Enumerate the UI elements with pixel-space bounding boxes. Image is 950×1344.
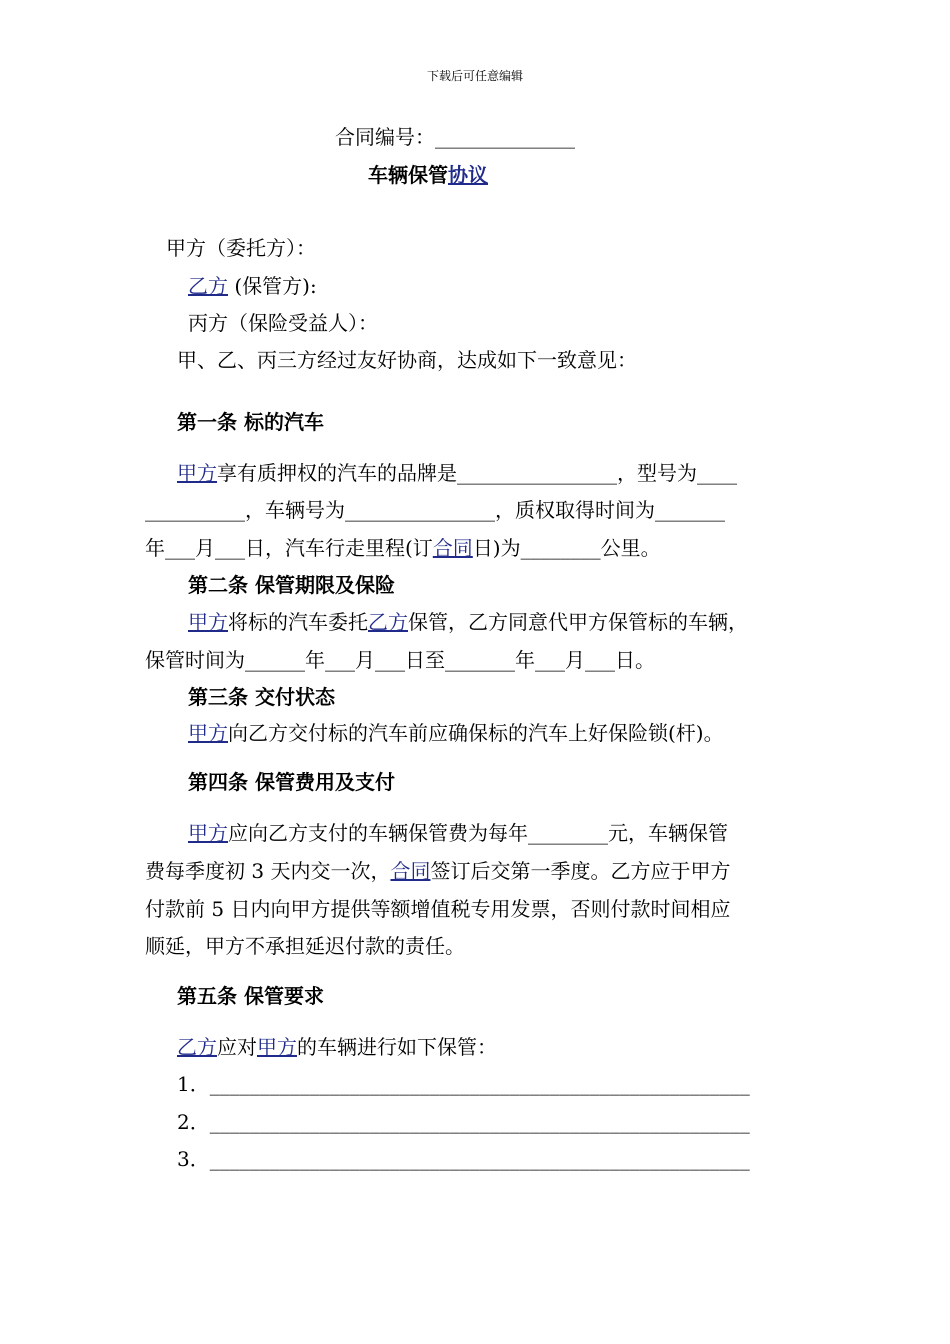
article-3-text-1: 向乙方交付标的汽车前应确保标的汽车上好保险锁(杆)。: [228, 721, 724, 745]
article-5-line-1: [177, 1037, 497, 1057]
title-link-agreement[interactable]: 协议: [448, 163, 488, 187]
party-a-link[interactable]: 甲方: [257, 1035, 297, 1059]
article-1-text-3a: 年___月___日，汽车行走里程(订: [145, 536, 433, 560]
article-2-line-2: 保管时间为______年___月___日至_______年___月___日。: [145, 648, 655, 672]
list-item: 2．______________________________________________________: [177, 1110, 750, 1134]
list-item: 1．______________________________________________________: [177, 1072, 750, 1096]
party-b-text: (保管方):: [228, 274, 317, 298]
article-2-heading: 第二条 保管期限及保险: [188, 573, 395, 597]
party-a-link[interactable]: 甲方: [188, 821, 228, 845]
party-a-link[interactable]: 甲方: [188, 721, 228, 745]
article-5-heading: 第五条 保管要求: [177, 984, 324, 1008]
article-1-line-3: [145, 538, 661, 558]
article-2-text-1a: 将标的汽车委托: [228, 610, 368, 634]
article-4-text-2b: 签订后交第一季度。乙方应于甲方: [430, 859, 731, 883]
page-header-note: 下载后可任意编辑: [426, 69, 523, 83]
article-4-line-4: 顺延，甲方不承担延迟付款的责任。: [145, 934, 465, 958]
party-b-link[interactable]: 乙方: [188, 274, 228, 298]
article-1-text-1: 享有质押权的汽车的品牌是________________，型号为____: [217, 461, 737, 485]
contract-link[interactable]: 合同: [432, 536, 473, 560]
article-1-line-1: [177, 463, 737, 483]
article-4-line-1: [188, 823, 728, 843]
document-title: [368, 165, 488, 185]
list-item: 3．______________________________________________________: [177, 1147, 750, 1171]
article-1-text-3b: 日)为________公里。: [472, 536, 661, 560]
party-a-link[interactable]: 甲方: [177, 461, 217, 485]
party-c: 丙方（保险受益人）：: [188, 311, 378, 335]
contract-number-label: 合同编号：: [335, 125, 435, 149]
party-b-link[interactable]: 乙方: [177, 1035, 217, 1059]
article-4-text-2a: 费每季度初 3 天内交一次，: [145, 859, 391, 883]
title-text: 车辆保管: [368, 163, 448, 187]
article-4-line-3: 付款前 5 日内向甲方提供等额增值税专用发票，否则付款时间相应: [145, 897, 731, 921]
contract-number-blank: ______________: [435, 125, 575, 149]
contract-number: [335, 127, 575, 147]
article-3-heading: 第三条 交付状态: [188, 685, 335, 709]
article-4-heading: 第四条 保管费用及支付: [188, 770, 395, 794]
party-a-link[interactable]: 甲方: [188, 610, 228, 634]
party-b-link[interactable]: 乙方: [368, 610, 408, 634]
article-2-line-1: [188, 612, 748, 632]
article-1-heading: 第一条 标的汽车: [177, 410, 324, 434]
party-a: 甲方（委托方）：: [166, 236, 316, 260]
article-3-line-1: [188, 723, 724, 743]
article-5-text-1b: 的车辆进行如下保管：: [297, 1035, 497, 1059]
party-b: [188, 276, 317, 296]
intro-line: 甲、乙、丙三方经过友好协商，达成如下一致意见：: [177, 348, 637, 372]
article-4-text-1: 应向乙方支付的车辆保管费为每年________元，车辆保管: [228, 821, 728, 845]
contract-link[interactable]: 合同: [390, 859, 431, 883]
article-5-text-1a: 应对: [217, 1035, 257, 1059]
article-1-line-2: __________，车辆号为_______________，质权取得时间为_______: [145, 498, 725, 522]
article-2-text-1b: 保管，乙方同意代甲方保管标的车辆，: [408, 610, 748, 634]
article-4-line-2: [145, 861, 730, 881]
